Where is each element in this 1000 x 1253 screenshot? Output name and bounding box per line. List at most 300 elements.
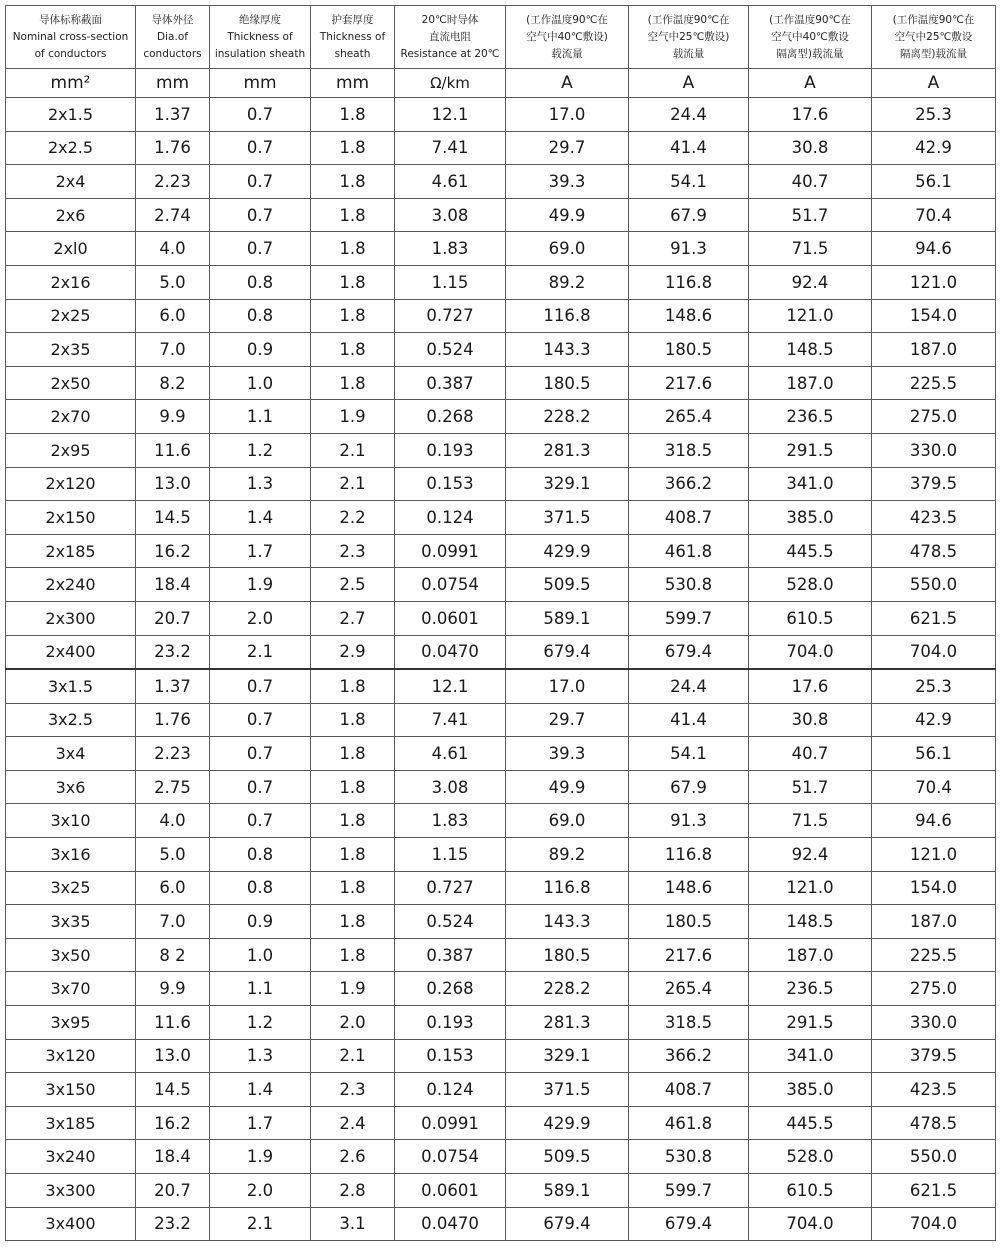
cell-ampacity-isolated-25: 187.0	[872, 333, 996, 367]
cell-resistance: 0.268	[395, 972, 506, 1006]
cell-ampacity-air-25: 366.2	[629, 1039, 749, 1073]
col-header-ampacity-isolated-25: (工作温度90℃在 空气中25℃敷设 隔离型)载流量	[872, 6, 996, 69]
cell-insulation: 1.4	[210, 501, 311, 535]
table-row	[6, 871, 996, 905]
cell-diameter: 4.0	[136, 232, 210, 266]
cell-resistance: 0.0754	[395, 1140, 506, 1174]
cell-ampacity-air-40: 116.8	[506, 299, 629, 333]
cell-ampacity-isolated-25: 330.0	[872, 433, 996, 467]
cell-insulation: 0.8	[210, 838, 311, 872]
cell-cross-section: 2x50	[6, 366, 136, 400]
table-row	[6, 299, 996, 333]
cell-diameter: 13.0	[136, 467, 210, 501]
cell-ampacity-air-25: 41.4	[629, 131, 749, 165]
cell-ampacity-air-40: 116.8	[506, 871, 629, 905]
cell-ampacity-air-40: 371.5	[506, 501, 629, 535]
cell-sheath: 2.9	[311, 635, 395, 669]
cell-ampacity-isolated-40: 704.0	[749, 635, 872, 669]
cell-resistance: 7.41	[395, 131, 506, 165]
header-row	[6, 6, 996, 69]
cell-ampacity-air-25: 180.5	[629, 905, 749, 939]
cell-cross-section: 3x35	[6, 905, 136, 939]
col-header-cross-section: 导体标称截面 Nominal cross-section of conductors	[6, 6, 136, 69]
cell-ampacity-air-25: 679.4	[629, 635, 749, 669]
cell-resistance: 0.124	[395, 501, 506, 535]
units-row	[6, 69, 996, 98]
cell-sheath: 1.8	[311, 232, 395, 266]
cell-cross-section: 2x35	[6, 333, 136, 367]
cell-resistance: 0.0601	[395, 1174, 506, 1208]
cell-diameter: 20.7	[136, 601, 210, 635]
cell-ampacity-isolated-25: 25.3	[872, 669, 996, 703]
table-row	[6, 972, 996, 1006]
cell-insulation: 1.0	[210, 366, 311, 400]
table-row	[6, 737, 996, 771]
cell-sheath: 1.8	[311, 98, 395, 132]
cell-resistance: 1.83	[395, 232, 506, 266]
cell-ampacity-air-40: 29.7	[506, 703, 629, 737]
cell-sheath: 1.8	[311, 838, 395, 872]
cell-insulation: 0.7	[210, 98, 311, 132]
table-row	[6, 804, 996, 838]
cell-ampacity-isolated-40: 610.5	[749, 601, 872, 635]
cell-ampacity-isolated-25: 423.5	[872, 501, 996, 535]
cell-resistance: 3.08	[395, 198, 506, 232]
cell-ampacity-isolated-25: 187.0	[872, 905, 996, 939]
cell-ampacity-isolated-40: 385.0	[749, 1073, 872, 1107]
cell-sheath: 1.8	[311, 366, 395, 400]
table-row	[6, 1207, 996, 1241]
cell-sheath: 2.7	[311, 601, 395, 635]
table-row	[6, 198, 996, 232]
cell-insulation: 1.9	[210, 1140, 311, 1174]
cell-ampacity-air-40: 509.5	[506, 1140, 629, 1174]
cell-insulation: 0.8	[210, 299, 311, 333]
cell-insulation: 2.1	[210, 1207, 311, 1241]
cell-ampacity-isolated-40: 610.5	[749, 1174, 872, 1208]
cell-ampacity-isolated-40: 121.0	[749, 299, 872, 333]
unit-cell: A	[506, 69, 629, 98]
cell-insulation: 0.7	[210, 737, 311, 771]
cell-insulation: 0.9	[210, 333, 311, 367]
cell-ampacity-isolated-40: 704.0	[749, 1207, 872, 1241]
cell-cross-section: 2x185	[6, 534, 136, 568]
cell-sheath: 1.8	[311, 131, 395, 165]
cell-ampacity-air-25: 530.8	[629, 568, 749, 602]
cell-resistance: 0.0991	[395, 534, 506, 568]
cell-diameter: 2.23	[136, 165, 210, 199]
cell-ampacity-air-40: 49.9	[506, 770, 629, 804]
cell-ampacity-isolated-40: 528.0	[749, 1140, 872, 1174]
cell-ampacity-isolated-40: 17.6	[749, 98, 872, 132]
cell-resistance: 0.727	[395, 871, 506, 905]
cell-ampacity-air-40: 143.3	[506, 905, 629, 939]
cell-ampacity-air-25: 148.6	[629, 871, 749, 905]
cell-insulation: 2.1	[210, 635, 311, 669]
cell-cross-section: 3x25	[6, 871, 136, 905]
cell-ampacity-air-25: 217.6	[629, 366, 749, 400]
table-row	[6, 1073, 996, 1107]
cell-diameter: 4.0	[136, 804, 210, 838]
cell-ampacity-isolated-25: 423.5	[872, 1073, 996, 1107]
cell-ampacity-isolated-40: 445.5	[749, 534, 872, 568]
cell-resistance: 0.387	[395, 938, 506, 972]
cell-cross-section: 2xl0	[6, 232, 136, 266]
col-header-ampacity-isolated-40: (工作温度90℃在 空气中40℃敷设 隔离型)载流量	[749, 6, 872, 69]
cell-diameter: 9.9	[136, 400, 210, 434]
cell-ampacity-air-25: 265.4	[629, 400, 749, 434]
cell-ampacity-air-25: 67.9	[629, 198, 749, 232]
cell-ampacity-isolated-25: 621.5	[872, 601, 996, 635]
cell-ampacity-isolated-25: 379.5	[872, 1039, 996, 1073]
cell-diameter: 1.37	[136, 98, 210, 132]
cell-ampacity-air-40: 89.2	[506, 265, 629, 299]
cell-ampacity-air-40: 329.1	[506, 1039, 629, 1073]
cell-ampacity-isolated-40: 40.7	[749, 165, 872, 199]
cell-cross-section: 3x95	[6, 1006, 136, 1040]
cell-ampacity-isolated-25: 330.0	[872, 1006, 996, 1040]
cell-resistance: 0.193	[395, 1006, 506, 1040]
cell-ampacity-isolated-40: 236.5	[749, 972, 872, 1006]
table-row	[6, 635, 996, 669]
table-row	[6, 669, 996, 703]
cell-ampacity-isolated-25: 70.4	[872, 770, 996, 804]
table-row	[6, 905, 996, 939]
cell-insulation: 0.8	[210, 265, 311, 299]
cell-ampacity-isolated-25: 94.6	[872, 232, 996, 266]
cell-sheath: 2.5	[311, 568, 395, 602]
cell-insulation: 0.7	[210, 669, 311, 703]
cell-sheath: 1.8	[311, 938, 395, 972]
cell-ampacity-air-40: 228.2	[506, 400, 629, 434]
table-row	[6, 938, 996, 972]
cell-ampacity-air-40: 329.1	[506, 467, 629, 501]
cell-ampacity-air-40: 429.9	[506, 534, 629, 568]
cell-diameter: 8 2	[136, 938, 210, 972]
cell-sheath: 2.2	[311, 501, 395, 535]
cell-cross-section: 3x400	[6, 1207, 136, 1241]
cell-ampacity-air-25: 408.7	[629, 501, 749, 535]
cell-ampacity-air-40: 17.0	[506, 669, 629, 703]
cell-insulation: 1.7	[210, 1106, 311, 1140]
cell-cross-section: 2x300	[6, 601, 136, 635]
cell-cross-section: 3x1.5	[6, 669, 136, 703]
cell-ampacity-isolated-40: 291.5	[749, 1006, 872, 1040]
table-row	[6, 1140, 996, 1174]
cell-insulation: 1.1	[210, 972, 311, 1006]
cell-insulation: 1.0	[210, 938, 311, 972]
cell-ampacity-isolated-25: 121.0	[872, 838, 996, 872]
cell-insulation: 1.4	[210, 1073, 311, 1107]
cell-resistance: 1.15	[395, 838, 506, 872]
table-row	[6, 165, 996, 199]
cell-insulation: 1.2	[210, 1006, 311, 1040]
cell-diameter: 1.76	[136, 703, 210, 737]
cell-sheath: 1.8	[311, 703, 395, 737]
cell-ampacity-air-40: 17.0	[506, 98, 629, 132]
table-row	[6, 232, 996, 266]
cell-cross-section: 3x240	[6, 1140, 136, 1174]
table-row	[6, 1039, 996, 1073]
cell-resistance: 0.153	[395, 1039, 506, 1073]
unit-cell: mm	[136, 69, 210, 98]
table-row	[6, 433, 996, 467]
table-row	[6, 400, 996, 434]
cell-ampacity-air-25: 54.1	[629, 165, 749, 199]
cell-ampacity-isolated-25: 379.5	[872, 467, 996, 501]
cell-ampacity-isolated-40: 148.5	[749, 333, 872, 367]
table-row	[6, 534, 996, 568]
cell-insulation: 0.7	[210, 804, 311, 838]
col-header-resistance: 20℃时导体 直流电阻 Resistance at 20℃	[395, 6, 506, 69]
cell-ampacity-air-25: 91.3	[629, 804, 749, 838]
cell-ampacity-air-40: 589.1	[506, 601, 629, 635]
table-row	[6, 501, 996, 535]
cell-ampacity-air-40: 89.2	[506, 838, 629, 872]
cell-cross-section: 3x50	[6, 938, 136, 972]
cell-insulation: 0.7	[210, 198, 311, 232]
cell-ampacity-air-25: 148.6	[629, 299, 749, 333]
cell-sheath: 1.8	[311, 737, 395, 771]
cell-ampacity-isolated-40: 445.5	[749, 1106, 872, 1140]
cell-ampacity-air-40: 39.3	[506, 165, 629, 199]
cell-cross-section: 2x150	[6, 501, 136, 535]
cell-ampacity-air-40: 371.5	[506, 1073, 629, 1107]
unit-cell: A	[872, 69, 996, 98]
cell-cross-section: 3x150	[6, 1073, 136, 1107]
cell-cross-section: 2x6	[6, 198, 136, 232]
cell-diameter: 13.0	[136, 1039, 210, 1073]
cell-cross-section: 2x2.5	[6, 131, 136, 165]
cell-ampacity-air-40: 429.9	[506, 1106, 629, 1140]
col-header-ampacity-air-25: (工作温度90℃在 空气中25℃敷设) 载流量	[629, 6, 749, 69]
cell-cross-section: 3x10	[6, 804, 136, 838]
cell-ampacity-isolated-40: 236.5	[749, 400, 872, 434]
cell-diameter: 8.2	[136, 366, 210, 400]
cell-sheath: 2.6	[311, 1140, 395, 1174]
cell-resistance: 0.0991	[395, 1106, 506, 1140]
cell-ampacity-air-25: 318.5	[629, 1006, 749, 1040]
cell-cross-section: 2x25	[6, 299, 136, 333]
cell-ampacity-air-40: 39.3	[506, 737, 629, 771]
cell-diameter: 23.2	[136, 635, 210, 669]
cell-ampacity-isolated-25: 121.0	[872, 265, 996, 299]
table-row	[6, 467, 996, 501]
cell-insulation: 1.9	[210, 568, 311, 602]
cell-cross-section: 3x6	[6, 770, 136, 804]
cell-ampacity-isolated-25: 42.9	[872, 703, 996, 737]
cell-ampacity-isolated-25: 225.5	[872, 938, 996, 972]
table-row	[6, 98, 996, 132]
col-header-ampacity-air-40: (工作温度90℃在 空气中40℃敷设) 载流量	[506, 6, 629, 69]
cell-resistance: 1.15	[395, 265, 506, 299]
col-header-diameter: 导体外径 Dia.of conductors	[136, 6, 210, 69]
cell-ampacity-air-25: 116.8	[629, 265, 749, 299]
cell-sheath: 3.1	[311, 1207, 395, 1241]
cell-ampacity-isolated-40: 40.7	[749, 737, 872, 771]
cell-ampacity-air-25: 461.8	[629, 534, 749, 568]
cell-resistance: 4.61	[395, 737, 506, 771]
cell-resistance: 0.524	[395, 333, 506, 367]
cell-ampacity-isolated-40: 30.8	[749, 703, 872, 737]
cell-insulation: 0.7	[210, 232, 311, 266]
cell-sheath: 1.8	[311, 905, 395, 939]
cell-ampacity-isolated-25: 478.5	[872, 1106, 996, 1140]
cell-sheath: 2.4	[311, 1106, 395, 1140]
cell-resistance: 7.41	[395, 703, 506, 737]
cell-resistance: 0.193	[395, 433, 506, 467]
cell-sheath: 2.0	[311, 1006, 395, 1040]
cell-diameter: 9.9	[136, 972, 210, 1006]
cell-ampacity-air-25: 265.4	[629, 972, 749, 1006]
cell-ampacity-air-40: 180.5	[506, 938, 629, 972]
table-body	[6, 98, 996, 1241]
cell-sheath: 1.8	[311, 299, 395, 333]
cell-resistance: 0.727	[395, 299, 506, 333]
cell-ampacity-isolated-25: 621.5	[872, 1174, 996, 1208]
cell-ampacity-isolated-40: 385.0	[749, 501, 872, 535]
cell-resistance: 0.124	[395, 1073, 506, 1107]
cell-ampacity-isolated-40: 291.5	[749, 433, 872, 467]
cell-resistance: 1.83	[395, 804, 506, 838]
cell-ampacity-isolated-25: 154.0	[872, 871, 996, 905]
table-row	[6, 1174, 996, 1208]
cell-ampacity-air-40: 679.4	[506, 635, 629, 669]
cell-diameter: 2.74	[136, 198, 210, 232]
cell-ampacity-isolated-25: 275.0	[872, 972, 996, 1006]
cell-cross-section: 2x70	[6, 400, 136, 434]
cell-cross-section: 3x300	[6, 1174, 136, 1208]
cell-diameter: 18.4	[136, 568, 210, 602]
cell-sheath: 2.1	[311, 433, 395, 467]
cell-ampacity-air-25: 180.5	[629, 333, 749, 367]
cell-sheath: 1.8	[311, 198, 395, 232]
cell-ampacity-air-40: 281.3	[506, 433, 629, 467]
cell-diameter: 2.75	[136, 770, 210, 804]
cell-ampacity-air-40: 143.3	[506, 333, 629, 367]
cell-resistance: 0.524	[395, 905, 506, 939]
cell-ampacity-air-25: 24.4	[629, 669, 749, 703]
cell-cross-section: 2x95	[6, 433, 136, 467]
cell-ampacity-isolated-40: 92.4	[749, 838, 872, 872]
cell-sheath: 1.9	[311, 972, 395, 1006]
cell-diameter: 16.2	[136, 1106, 210, 1140]
table-row	[6, 703, 996, 737]
cell-ampacity-isolated-40: 92.4	[749, 265, 872, 299]
cell-ampacity-air-25: 318.5	[629, 433, 749, 467]
cell-ampacity-air-25: 91.3	[629, 232, 749, 266]
cell-ampacity-air-40: 29.7	[506, 131, 629, 165]
cell-resistance: 12.1	[395, 98, 506, 132]
cell-cross-section: 3x185	[6, 1106, 136, 1140]
cell-resistance: 0.268	[395, 400, 506, 434]
cell-ampacity-air-25: 67.9	[629, 770, 749, 804]
cell-sheath: 1.8	[311, 770, 395, 804]
cell-ampacity-air-40: 69.0	[506, 804, 629, 838]
col-header-sheath-thickness: 护套厚度 Thickness of sheath	[311, 6, 395, 69]
cell-resistance: 12.1	[395, 669, 506, 703]
cell-ampacity-air-25: 408.7	[629, 1073, 749, 1107]
cell-ampacity-isolated-40: 51.7	[749, 198, 872, 232]
cell-diameter: 2.23	[136, 737, 210, 771]
cell-ampacity-isolated-25: 56.1	[872, 737, 996, 771]
cell-resistance: 0.0470	[395, 635, 506, 669]
cell-ampacity-isolated-25: 154.0	[872, 299, 996, 333]
cell-sheath: 2.8	[311, 1174, 395, 1208]
cell-sheath: 1.9	[311, 400, 395, 434]
unit-cell: mm	[210, 69, 311, 98]
cell-cross-section: 3x120	[6, 1039, 136, 1073]
cell-ampacity-air-25: 599.7	[629, 601, 749, 635]
cell-sheath: 1.8	[311, 165, 395, 199]
cell-diameter: 14.5	[136, 1073, 210, 1107]
cell-diameter: 18.4	[136, 1140, 210, 1174]
cell-insulation: 0.8	[210, 871, 311, 905]
table-row	[6, 1106, 996, 1140]
cell-ampacity-air-40: 180.5	[506, 366, 629, 400]
cell-ampacity-isolated-40: 148.5	[749, 905, 872, 939]
cell-diameter: 20.7	[136, 1174, 210, 1208]
cell-cross-section: 3x2.5	[6, 703, 136, 737]
cell-ampacity-air-25: 217.6	[629, 938, 749, 972]
cell-ampacity-air-25: 54.1	[629, 737, 749, 771]
cell-ampacity-isolated-25: 550.0	[872, 1140, 996, 1174]
cell-resistance: 0.153	[395, 467, 506, 501]
unit-cell: A	[629, 69, 749, 98]
cell-diameter: 5.0	[136, 265, 210, 299]
cell-sheath: 2.1	[311, 467, 395, 501]
cell-ampacity-air-40: 509.5	[506, 568, 629, 602]
cell-cross-section: 2x240	[6, 568, 136, 602]
cell-ampacity-isolated-25: 94.6	[872, 804, 996, 838]
cell-ampacity-air-25: 366.2	[629, 467, 749, 501]
cell-ampacity-air-25: 41.4	[629, 703, 749, 737]
cell-resistance: 3.08	[395, 770, 506, 804]
cell-insulation: 2.0	[210, 601, 311, 635]
cell-ampacity-isolated-25: 42.9	[872, 131, 996, 165]
cell-cross-section: 2x4	[6, 165, 136, 199]
cell-ampacity-isolated-40: 187.0	[749, 366, 872, 400]
unit-cell: Ω/km	[395, 69, 506, 98]
cell-sheath: 2.3	[311, 1073, 395, 1107]
cell-insulation: 0.7	[210, 703, 311, 737]
cell-insulation: 0.7	[210, 770, 311, 804]
table-row	[6, 366, 996, 400]
cell-ampacity-isolated-40: 30.8	[749, 131, 872, 165]
cell-ampacity-air-40: 228.2	[506, 972, 629, 1006]
cell-ampacity-isolated-25: 275.0	[872, 400, 996, 434]
cell-ampacity-air-25: 116.8	[629, 838, 749, 872]
cell-insulation: 0.9	[210, 905, 311, 939]
cell-ampacity-isolated-40: 17.6	[749, 669, 872, 703]
cell-ampacity-air-25: 679.4	[629, 1207, 749, 1241]
cell-ampacity-isolated-25: 704.0	[872, 1207, 996, 1241]
cell-ampacity-air-40: 69.0	[506, 232, 629, 266]
table-row	[6, 1006, 996, 1040]
cell-sheath: 1.8	[311, 265, 395, 299]
cell-diameter: 1.76	[136, 131, 210, 165]
cell-ampacity-air-40: 49.9	[506, 198, 629, 232]
cell-diameter: 11.6	[136, 433, 210, 467]
cell-resistance: 0.0470	[395, 1207, 506, 1241]
cell-ampacity-isolated-40: 341.0	[749, 467, 872, 501]
cell-sheath: 2.3	[311, 534, 395, 568]
cell-diameter: 6.0	[136, 871, 210, 905]
unit-cell: mm	[311, 69, 395, 98]
cell-ampacity-isolated-40: 71.5	[749, 804, 872, 838]
cell-ampacity-air-25: 530.8	[629, 1140, 749, 1174]
cell-diameter: 11.6	[136, 1006, 210, 1040]
